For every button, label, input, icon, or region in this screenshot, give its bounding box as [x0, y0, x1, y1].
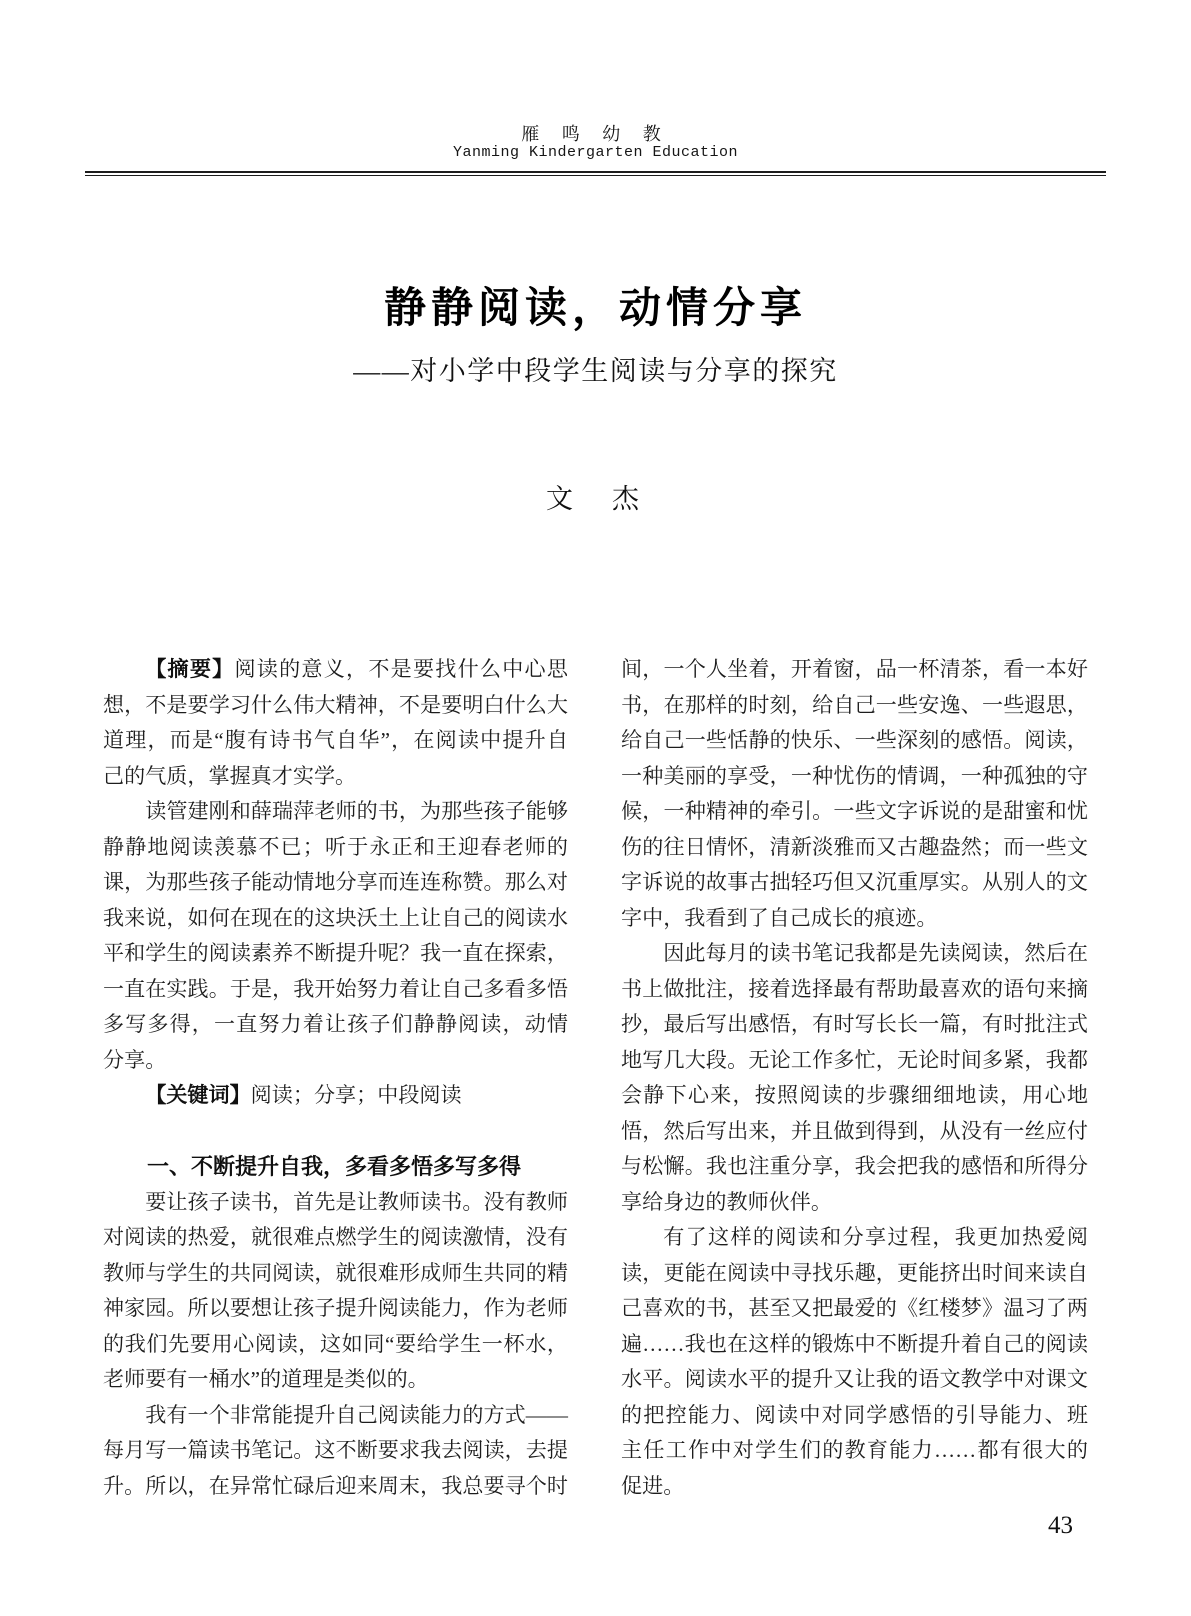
text-line: 候，一种精神的牵引。一些文字诉说的是甜蜜和忧 — [621, 799, 1088, 823]
text-line: 己喜欢的书，甚至又把最爱的《红楼梦》温习了两 — [621, 1296, 1088, 1320]
article-author: 文 杰 — [546, 484, 645, 514]
text-line: 一直在实践。于是，我开始努力着让自己多看多悟 — [103, 976, 568, 1001]
text-line: 升。所以，在异常忙碌后迎来周末，我总要寻个时 — [103, 1473, 568, 1498]
text-line: 【摘要】阅读的意义，不是要找什么中心思 — [145, 657, 568, 681]
text-line: 课，为那些孩子能动情地分享而连连称赞。那么对 — [103, 870, 568, 894]
text-line: 享给身边的教师伙伴。 — [621, 1189, 832, 1214]
text-line: 我来说，如何在现在的这块沃土上让自己的阅读水 — [103, 905, 568, 930]
text-line: 读，更能在阅读中寻找乐趣，更能挤出时间来读自 — [621, 1260, 1088, 1285]
text-line: 一种美丽的享受，一种忧伤的情调，一种孤独的守 — [621, 763, 1088, 788]
text-line: 抄，最后写出感悟，有时写长长一篇，有时批注式 — [621, 1012, 1088, 1036]
text-line: 静静地阅读羡慕不已；听于永正和王迎春老师的 — [103, 834, 568, 859]
text-line: 要让孩子读书，首先是让教师读书。没有教师 — [145, 1189, 568, 1214]
text-line: 对阅读的热爱，就很难点燃学生的阅读激情，没有 — [103, 1225, 568, 1249]
text-line: 主任工作中对学生们的教育能力……都有很大的 — [621, 1438, 1088, 1462]
text-line: 【关键词】阅读；分享；中段阅读 — [145, 1083, 462, 1107]
text-line: 的把控能力、阅读中对同学感悟的引导能力、班 — [621, 1402, 1088, 1427]
text-line: 给自己一些恬静的快乐、一些深刻的感悟。阅读， — [621, 728, 1088, 752]
text-line: 伤的往日情怀，清新淡雅而又古趣盎然；而一些文 — [621, 834, 1088, 859]
text-line: 水平。阅读水平的提升又让我的语文教学中对课文 — [621, 1367, 1088, 1391]
text-line: 书上做批注，接着选择最有帮助最喜欢的语句来摘 — [621, 976, 1088, 1001]
text-line: 间，一个人坐着，开着窗，品一杯清茶，看一本好 — [621, 657, 1088, 681]
text-line: 道理，而是“腹有诗书气自华”，在阅读中提升自 — [103, 728, 568, 752]
text-line: 老师要有一桶水”的道理是类似的。 — [103, 1367, 429, 1391]
text-line: 因此每月的读书笔记我都是先读阅读，然后在 — [663, 941, 1088, 965]
text-line: 己的气质，掌握真才实学。 — [103, 763, 357, 788]
text-line: 悟，然后写出来，并且做到得到，从没有一丝应付 — [621, 1118, 1088, 1143]
text-line: 分享。 — [103, 1047, 167, 1072]
text-line: 教师与学生的共同阅读，就很难形成师生共同的精 — [103, 1260, 568, 1285]
text-line: 书，在那样的时刻，给自己一些安逸、一些遐思， — [621, 692, 1088, 717]
text-line: 促进。 — [621, 1473, 685, 1498]
text-line: 我有一个非常能提升自己阅读能力的方式—— — [145, 1402, 568, 1427]
text-line: 地写几大段。无论工作多忙，无论时间多紧，我都 — [621, 1047, 1088, 1072]
header-double-rule — [85, 171, 1106, 176]
bold-label: 【摘要】 — [145, 658, 235, 681]
text-line: 字中，我看到了自己成长的痕迹。 — [621, 905, 938, 930]
text-line — [103, 1114, 568, 1150]
journal-name-chinese: 雁 鸣 幼 教 — [521, 124, 670, 144]
article-title: 静静阅读，动情分享 — [383, 286, 807, 332]
text-line: 有了这样的阅读和分享过程，我更加热爱阅 — [663, 1225, 1088, 1249]
right-column — [621, 652, 1088, 1504]
left-column — [103, 652, 568, 1504]
text-line: 与松懈。我也注重分享，我会把我的感悟和所得分 — [621, 1154, 1088, 1178]
bold-label: 【关键词】 — [145, 1084, 251, 1107]
text-line: 的我们先要用心阅读，这如同“要给学生一杯水， — [103, 1331, 568, 1356]
text-line: 多写多得，一直努力着让孩子们静静阅读，动情 — [103, 1012, 568, 1036]
text-line: 想，不是要学习什么伟大精神，不是要明白什么大 — [103, 692, 568, 717]
text-line: 平和学生的阅读素养不断提升呢？我一直在探索， — [103, 941, 568, 965]
text-line: 一、不断提升自我，多看多悟多写多得 — [147, 1154, 522, 1179]
page-number: 43 — [1048, 1512, 1073, 1539]
journal-name-english: Yanming Kindergarten Education — [452, 144, 739, 161]
text-line: 每月写一篇读书笔记。这不断要求我去阅读，去提 — [103, 1438, 568, 1462]
text-line: 遍……我也在这样的锻炼中不断提升着自己的阅读 — [621, 1331, 1088, 1356]
text-line: 会静下心来，按照阅读的步骤细细地读，用心地 — [621, 1083, 1088, 1107]
article-subtitle: ——对小学中段学生阅读与分享的探究 — [353, 356, 838, 386]
text-line: 神家园。所以要想让孩子提升阅读能力，作为老师 — [103, 1296, 568, 1320]
text-line: 字诉说的故事古拙轻巧但又沉重厚实。从别人的文 — [621, 870, 1088, 894]
text-line: 读管建刚和薛瑞萍老师的书，为那些孩子能够 — [145, 799, 568, 823]
